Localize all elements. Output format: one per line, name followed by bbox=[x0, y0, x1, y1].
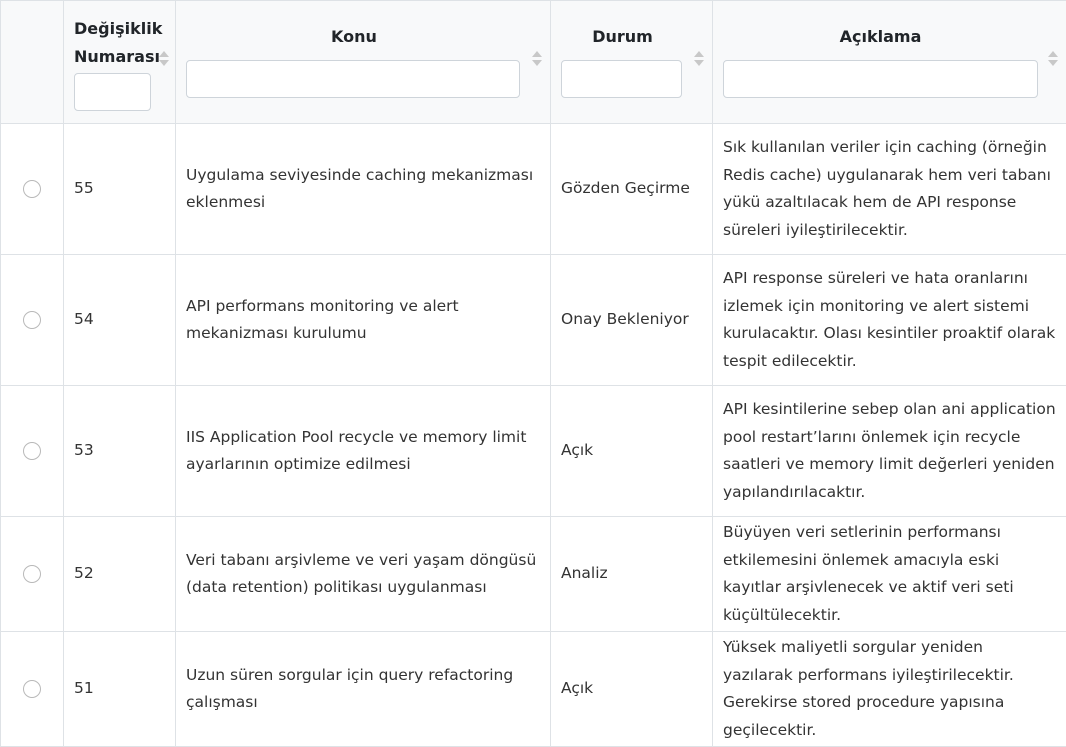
row-select-cell[interactable] bbox=[1, 386, 64, 517]
table-row[interactable] bbox=[1, 517, 1066, 632]
column-title-change-number: Değişiklik Numarası bbox=[74, 15, 155, 71]
sort-icon[interactable] bbox=[1048, 51, 1058, 67]
status-cell: Gözden Geçirme bbox=[551, 124, 713, 255]
sort-icon[interactable] bbox=[532, 51, 542, 67]
subject-cell: API performans monitoring ve alert mekanizması kurulumu bbox=[176, 255, 551, 386]
change-number-cell: 54 bbox=[64, 255, 176, 386]
table-header bbox=[1, 1, 1066, 124]
column-title-status: Durum bbox=[561, 27, 684, 47]
description-cell: API response süreleri ve hata oranlarını izlemek için monitoring ve alert sistemi kurulacaktır. Olası kesintiler proaktif olarak tespit edilecektir. bbox=[713, 255, 1066, 386]
table-row[interactable] bbox=[1, 386, 1066, 517]
status-cell: Analiz bbox=[551, 517, 713, 632]
sort-icon[interactable] bbox=[159, 51, 169, 67]
row-radio-button[interactable] bbox=[23, 311, 41, 329]
subject-cell: Veri tabanı arşivleme ve veri yaşam döngüsü (data retention) politikası uygulanması bbox=[176, 517, 551, 632]
status-cell: Onay Bekleniyor bbox=[551, 255, 713, 386]
change-number-cell: 52 bbox=[64, 517, 176, 632]
row-radio-button[interactable] bbox=[23, 565, 41, 583]
description-cell: API kesintilerine sebep olan ani application pool restart’larını önlemek için recycle saatleri ve memory limit değerleri yeniden yapılandırılacaktır. bbox=[713, 386, 1066, 517]
table-row[interactable] bbox=[1, 632, 1066, 747]
filter-input-change-number[interactable] bbox=[74, 73, 151, 111]
column-header-subject[interactable] bbox=[176, 1, 551, 124]
sort-icon[interactable] bbox=[694, 51, 704, 67]
select-column-header bbox=[1, 1, 64, 124]
row-select-cell[interactable] bbox=[1, 632, 64, 747]
filter-input-subject[interactable] bbox=[186, 60, 520, 98]
change-number-cell: 55 bbox=[64, 124, 176, 255]
description-cell: Büyüyen veri setlerinin performansı etkilemesini önlemek amacıyla eski kayıtlar arşivlenecek ve aktif veri seti küçültülecektir. bbox=[713, 517, 1066, 632]
status-cell: Açık bbox=[551, 386, 713, 517]
row-select-cell[interactable] bbox=[1, 255, 64, 386]
table-row[interactable] bbox=[1, 255, 1066, 386]
column-title-description: Açıklama bbox=[723, 27, 1038, 47]
column-title-subject: Konu bbox=[186, 27, 522, 47]
filter-input-description[interactable] bbox=[723, 60, 1038, 98]
table-body bbox=[1, 124, 1066, 747]
row-select-cell[interactable] bbox=[1, 124, 64, 255]
description-cell: Yüksek maliyetli sorgular yeniden yazılarak performans iyileştirilecektir. Gerekirse stored procedure yapısına geçilecektir. bbox=[713, 632, 1066, 747]
column-header-description[interactable] bbox=[713, 1, 1066, 124]
row-select-cell[interactable] bbox=[1, 517, 64, 632]
description-cell: Sık kullanılan veriler için caching (örneğin Redis cache) uygulanarak hem veri tabanı yükü azaltılacak hem de API response süreleri iyileştirilecektir. bbox=[713, 124, 1066, 255]
table-row[interactable] bbox=[1, 124, 1066, 255]
row-radio-button[interactable] bbox=[23, 442, 41, 460]
subject-cell: IIS Application Pool recycle ve memory limit ayarlarının optimize edilmesi bbox=[176, 386, 551, 517]
filter-input-status[interactable] bbox=[561, 60, 682, 98]
change-number-cell: 51 bbox=[64, 632, 176, 747]
row-radio-button[interactable] bbox=[23, 680, 41, 698]
column-header-change-number[interactable] bbox=[64, 1, 176, 124]
change-number-cell: 53 bbox=[64, 386, 176, 517]
row-radio-button[interactable] bbox=[23, 180, 41, 198]
column-header-status[interactable] bbox=[551, 1, 713, 124]
header-row bbox=[1, 1, 1066, 124]
subject-cell: Uzun süren sorgular için query refactoring çalışması bbox=[176, 632, 551, 747]
subject-cell: Uygulama seviyesinde caching mekanizması eklenmesi bbox=[176, 124, 551, 255]
status-cell: Açık bbox=[551, 632, 713, 747]
